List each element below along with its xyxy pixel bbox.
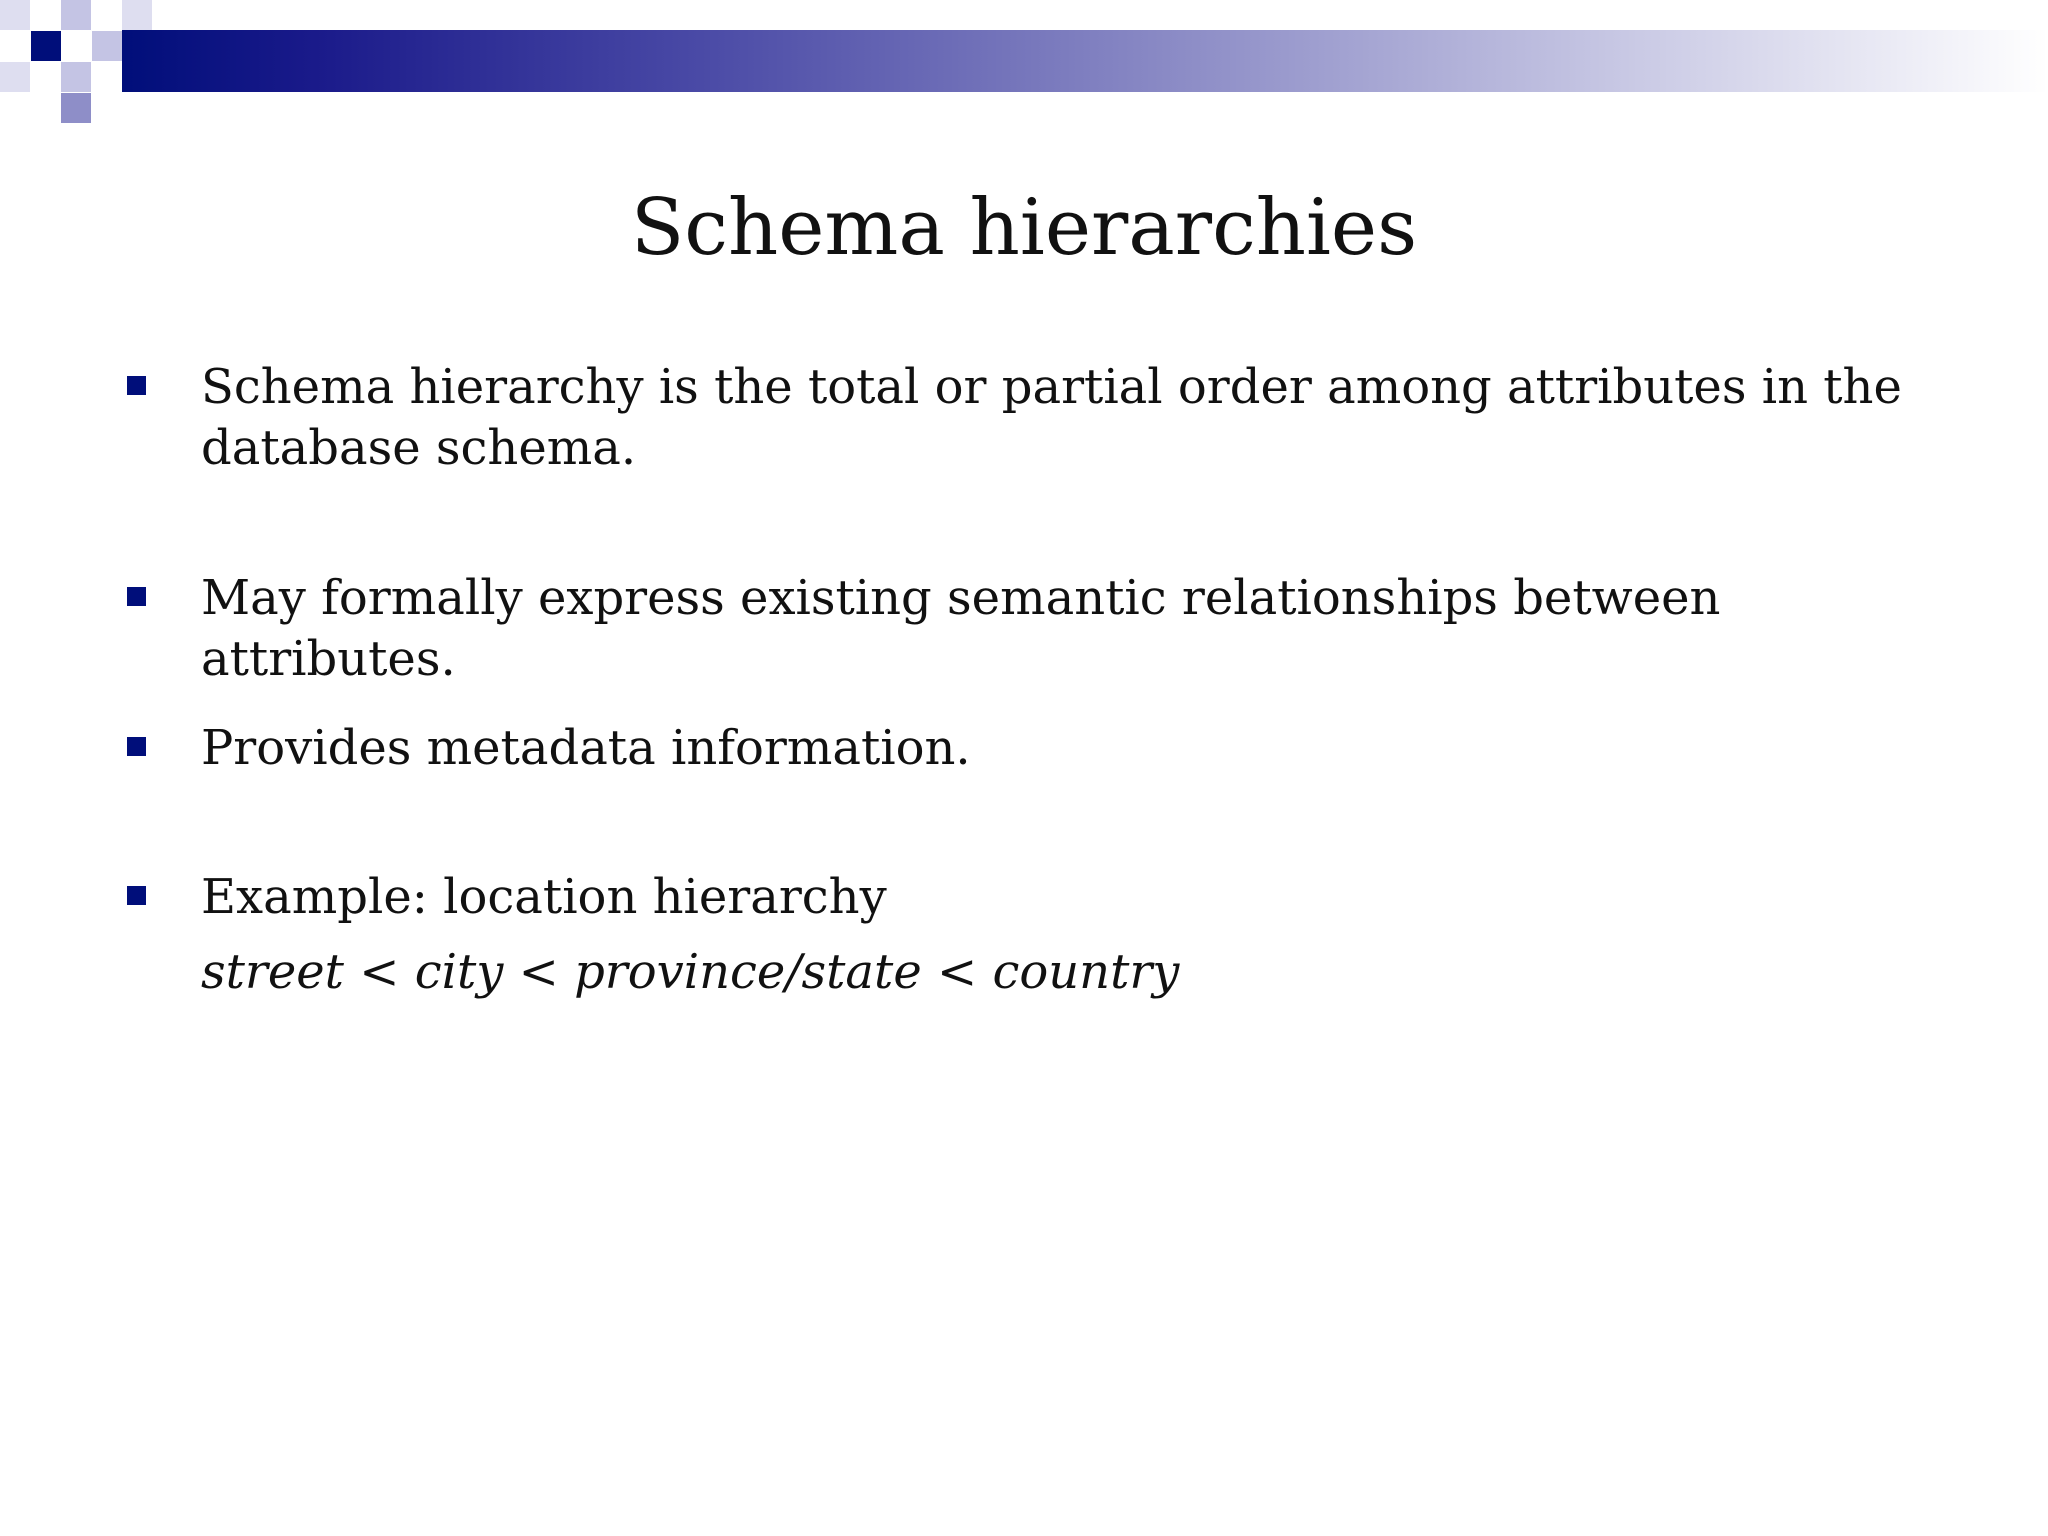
bullet-text: Example: location hierarchy — [201, 869, 887, 925]
bullet-text: Provides metadata information. — [201, 720, 971, 776]
square-bullet-icon — [127, 886, 146, 905]
decor-square — [61, 62, 91, 92]
decor-square — [122, 0, 152, 30]
decor-square — [31, 31, 61, 61]
decor-square — [0, 62, 30, 92]
header-gradient-bar — [122, 30, 2048, 92]
decor-square — [61, 0, 91, 30]
bullet-text: Schema hierarchy is the total or partial order among attributes in the database schema. — [201, 359, 1902, 476]
square-bullet-icon — [127, 737, 146, 756]
hierarchy-example-text: street < city < province/state < country — [201, 944, 1180, 1000]
decor-square — [92, 31, 122, 61]
slide-title: Schema hierarchies — [630, 183, 1418, 273]
square-bullet-icon — [127, 376, 146, 395]
square-bullet-icon — [127, 587, 146, 606]
decor-square — [61, 93, 91, 123]
decor-square — [0, 0, 30, 30]
bullet-text: May formally express existing semantic relationships between attributes. — [201, 570, 1721, 687]
